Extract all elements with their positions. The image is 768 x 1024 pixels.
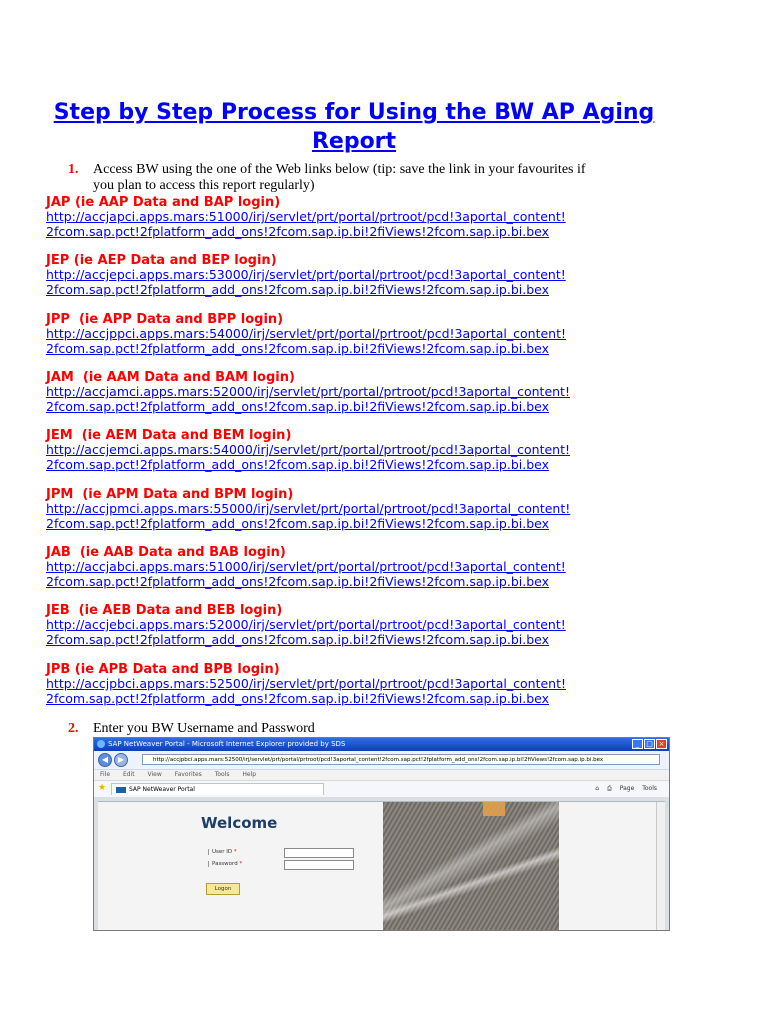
link-line-1: http://accjabci.apps.mars:51000/irj/servlet/prt/portal/prtroot/pcd!3aportal_content! [46, 559, 566, 574]
portal-page [98, 801, 665, 930]
step-1-text-line-2: you plan to access this report regularly) [93, 178, 315, 193]
back-icon[interactable]: ◀ [98, 753, 112, 767]
step-1-text [93, 162, 678, 194]
system-link[interactable] [46, 210, 706, 239]
system-header: JPP (ie APP Data and BPP login) [46, 312, 284, 327]
address-toolbar [94, 751, 669, 770]
tab-label: SAP NetWeaver Portal [129, 786, 195, 793]
user-id-row [206, 847, 376, 859]
system-entry-jab [46, 545, 706, 589]
system-link[interactable] [46, 677, 706, 706]
page-menu[interactable]: Page [619, 785, 635, 792]
link-line-2: 2fcom.sap.pct!2fplatform_add_ons!2fcom.sap.ip.bi!2fiViews!2fcom.sap.ip.bi.bex [46, 690, 549, 706]
address-bar[interactable]: http://accjpbci.apps.mars:52500/irj/servlet/prt/portal/prtroot/pcd!3aportal_content!2fcom.sap.pct!2fplatform_add_ons!2fcom.sap.ip.bi!2fiViews!2fcom.sap.ip.bi.bex [142, 754, 660, 765]
system-header: JEB (ie AEB Data and BEB login) [46, 603, 283, 618]
system-link[interactable] [46, 327, 706, 356]
print-icon[interactable]: ⎙ [607, 785, 612, 792]
link-line-1: http://accjemci.apps.mars:54000/irj/servlet/prt/portal/prtroot/pcd!3aportal_content! [46, 442, 570, 457]
browser-tab[interactable] [111, 783, 324, 795]
system-header: JAM (ie AAM Data and BAM login) [46, 370, 295, 385]
menu-bar [94, 770, 669, 781]
system-entry-jep [46, 253, 706, 297]
link-line-2: 2fcom.sap.pct!2fplatform_add_ons!2fcom.sap.ip.bi!2fiViews!2fcom.sap.ip.bi.bex [46, 631, 549, 647]
link-line-1: http://accjamci.apps.mars:52000/irj/servlet/prt/portal/prtroot/pcd!3aportal_content! [46, 384, 570, 399]
system-header: JAP (ie AAP Data and BAP login) [46, 195, 281, 210]
system-link[interactable] [46, 560, 706, 589]
home-icon[interactable]: ⌂ [595, 785, 600, 792]
link-line-2: 2fcom.sap.pct!2fplatform_add_ons!2fcom.sap.ip.bi!2fiViews!2fcom.sap.ip.bi.bex [46, 515, 549, 531]
favorites-star-icon[interactable]: ★ [98, 783, 107, 793]
window-controls [632, 739, 667, 749]
command-bar [589, 784, 657, 794]
link-line-2: 2fcom.sap.pct!2fplatform_add_ons!2fcom.sap.ip.bi!2fiViews!2fcom.sap.ip.bi.bex [46, 340, 549, 356]
link-line-2: 2fcom.sap.pct!2fplatform_add_ons!2fcom.sap.ip.bi!2fiViews!2fcom.sap.ip.bi.bex [46, 573, 549, 589]
link-line-1: http://accjebci.apps.mars:52000/irj/servlet/prt/portal/prtroot/pcd!3aportal_content! [46, 617, 566, 632]
link-line-1: http://accjapci.apps.mars:51000/irj/servlet/prt/portal/prtroot/pcd!3aportal_content! [46, 209, 566, 224]
menu-view[interactable]: View [147, 771, 162, 778]
system-entry-jap [46, 195, 706, 239]
title-line-1: Step by Step Process for Using the BW AP Aging [53, 100, 655, 125]
system-entry-jeb [46, 603, 706, 647]
system-link[interactable] [46, 268, 706, 297]
link-line-1: http://accjpbci.apps.mars:52500/irj/servlet/prt/portal/prtroot/pcd!3aportal_content! [46, 676, 567, 691]
sap-logo-icon [116, 787, 126, 793]
menu-help[interactable]: Help [242, 771, 257, 778]
step-2 [68, 721, 678, 737]
system-header: JPB (ie APB Data and BPB login) [46, 662, 280, 677]
system-header: JEM (ie AEM Data and BEM login) [46, 428, 292, 443]
maximize-icon[interactable]: □ [644, 739, 655, 749]
system-link[interactable] [46, 502, 706, 531]
system-entry-jpp [46, 312, 706, 356]
system-entry-jpm [46, 487, 706, 531]
system-link[interactable] [46, 385, 706, 414]
system-header: JPM (ie APM Data and BPM login) [46, 487, 294, 502]
user-id-label: User ID * [208, 849, 237, 855]
password-input[interactable] [284, 860, 354, 870]
step-1-number: 1. [68, 162, 79, 177]
menu-favorites[interactable]: Favorites [174, 771, 202, 778]
system-entry-jpb [46, 662, 706, 706]
ie-logo-icon [97, 740, 105, 748]
link-line-1: http://accjepci.apps.mars:53000/irj/servlet/prt/portal/prtroot/pcd!3aportal_content! [46, 267, 566, 282]
system-entry-jam [46, 370, 706, 414]
step-1-text-line-1: Access BW using the one of the Web links below (tip: save the link in your favourites if [93, 162, 586, 177]
title-line-2: Report [311, 129, 397, 154]
window-title: SAP NetWeaver Portal - Microsoft Internet Explorer provided by SDS [108, 740, 346, 748]
browser-screenshot [93, 737, 670, 931]
welcome-heading: Welcome [201, 814, 278, 832]
system-link[interactable] [46, 443, 706, 472]
logon-button[interactable]: Logon [206, 883, 240, 895]
scrollbar[interactable] [656, 802, 665, 930]
menu-tools[interactable]: Tools [214, 771, 230, 778]
link-line-2: 2fcom.sap.pct!2fplatform_add_ons!2fcom.sap.ip.bi!2fiViews!2fcom.sap.ip.bi.bex [46, 223, 549, 239]
login-form [206, 847, 376, 871]
step-1 [68, 162, 678, 193]
banner-reflection [383, 802, 559, 931]
forward-icon[interactable]: ▶ [114, 753, 128, 767]
close-icon[interactable]: × [656, 739, 667, 749]
minimize-icon[interactable]: _ [632, 739, 643, 749]
menu-file[interactable]: File [100, 771, 111, 778]
user-id-input[interactable] [284, 848, 354, 858]
system-link[interactable] [46, 618, 706, 647]
favorites-bar [94, 781, 669, 798]
system-header: JAB (ie AAB Data and BAB login) [46, 545, 286, 560]
page-content [94, 797, 669, 930]
link-line-2: 2fcom.sap.pct!2fplatform_add_ons!2fcom.sap.ip.bi!2fiViews!2fcom.sap.ip.bi.bex [46, 398, 549, 414]
link-line-2: 2fcom.sap.pct!2fplatform_add_ons!2fcom.sap.ip.bi!2fiViews!2fcom.sap.ip.bi.bex [46, 281, 549, 297]
step-2-number: 2. [68, 721, 79, 736]
menu-edit[interactable]: Edit [122, 771, 135, 778]
password-label: Password * [208, 861, 242, 867]
system-entry-jem [46, 428, 706, 472]
portal-banner-image [383, 802, 559, 931]
link-line-1: http://accjpmci.apps.mars:55000/irj/servlet/prt/portal/prtroot/pcd!3aportal_content! [46, 501, 571, 516]
step-2-text: Enter you BW Username and Password [93, 721, 315, 736]
link-line-1: http://accjppci.apps.mars:54000/irj/servlet/prt/portal/prtroot/pcd!3aportal_content! [46, 326, 567, 341]
tools-menu[interactable]: Tools [642, 785, 657, 792]
link-line-2: 2fcom.sap.pct!2fplatform_add_ons!2fcom.sap.ip.bi!2fiViews!2fcom.sap.ip.bi.bex [46, 456, 549, 472]
system-header: JEP (ie AEP Data and BEP login) [46, 253, 277, 268]
document-title [40, 98, 668, 156]
window-titlebar [94, 738, 669, 751]
password-row [206, 859, 376, 871]
